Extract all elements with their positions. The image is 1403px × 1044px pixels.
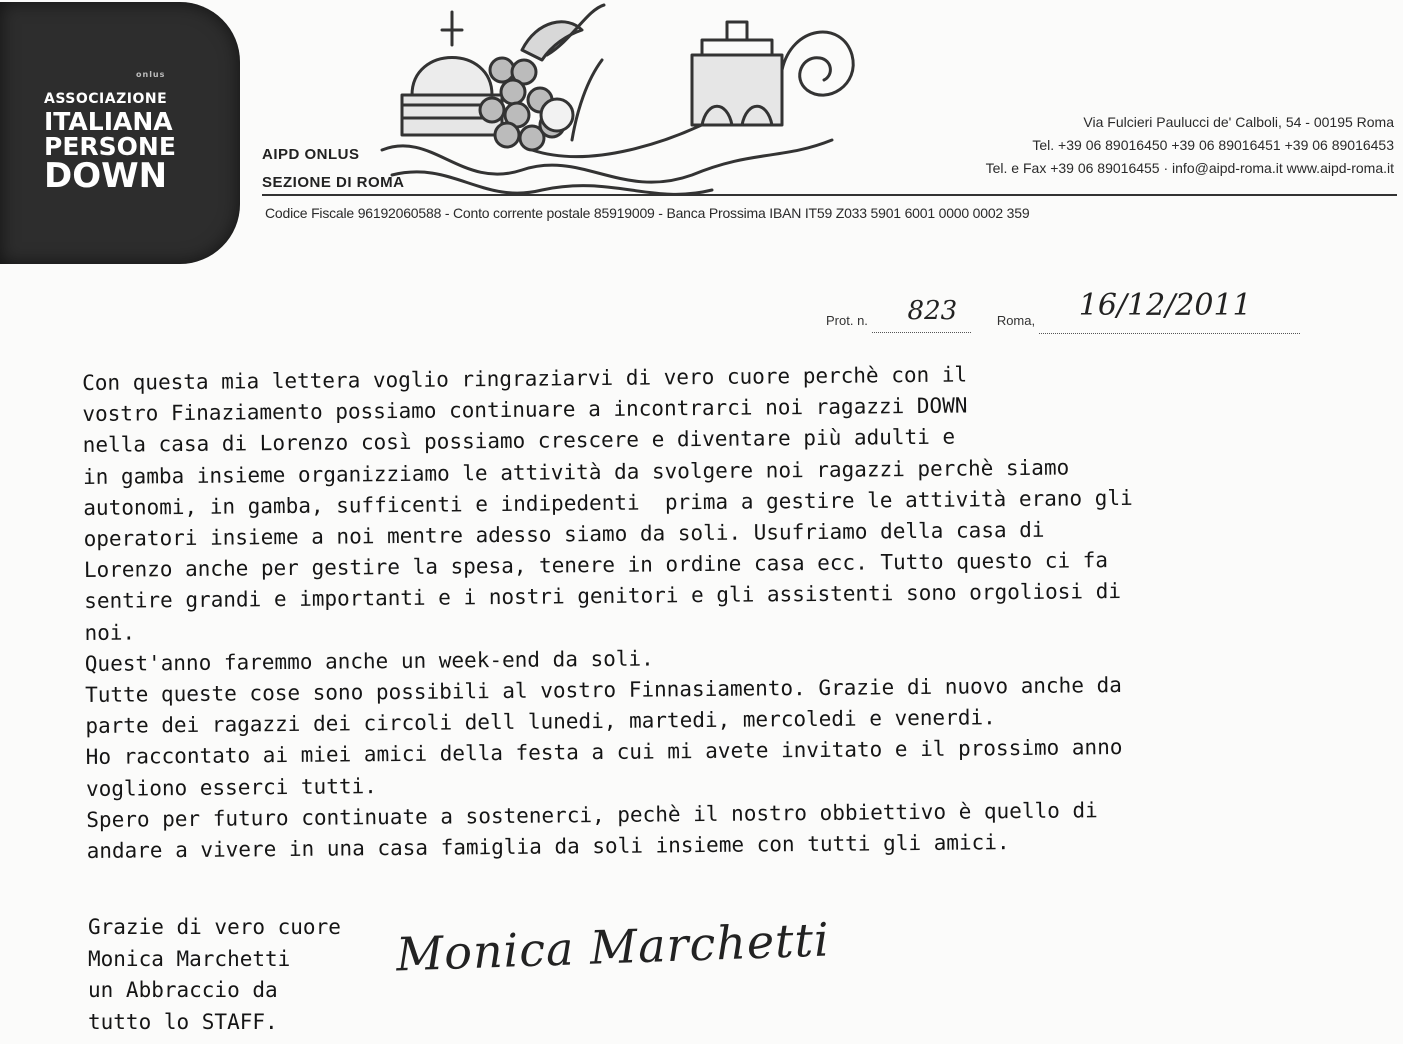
rome-illustration-icon <box>372 0 862 210</box>
letter-line: Spero per futuro continuate a sostenerci, pechè il nostro obbiettivo è quello di <box>86 798 1098 832</box>
letter-line: vostro Finaziamento possiamo continuare a incontrarci noi ragazzi DOWN <box>82 393 968 427</box>
aipd-logo <box>0 2 240 264</box>
letter-body <box>82 356 1327 867</box>
letter-line: vogliono esserci tutti. <box>85 773 377 801</box>
phone-numbers: Tel. +39 06 89016450 +39 06 89016451 +39 06 89016453 <box>1032 137 1394 153</box>
letter-line: Lorenzo anche per gestire la spesa, tenere in ordine casa ecc. Tutto questo ci fa <box>83 548 1109 583</box>
closing-line: Grazie di vero cuore <box>88 915 341 939</box>
letter-line: in gamba insieme organizziamo le attività da svolgere noi ragazzi perchè siamo <box>82 455 1070 489</box>
date-field <box>1039 288 1300 334</box>
letter-line: autonomi, in gamba, sufficenti e indipedenti prima a gestire le attività erano gli <box>83 485 1133 520</box>
logo-wordmark <box>44 91 176 196</box>
closing-line: un Abbraccio da <box>88 978 278 1002</box>
letter-line: operatori insieme a noi mentre adesso siamo da soli. Usufriamo della casa di <box>83 517 1045 552</box>
letter-line: Ho raccontato ai miei amici della festa a cui mi avete invitato e il prossimo anno <box>85 735 1123 770</box>
city-label: Roma, <box>996 313 1036 328</box>
logo-line-1: ASSOCIAZIONE <box>44 91 168 107</box>
logo-onlus-text: onlus <box>136 70 166 79</box>
closing-line: tutto lo STAFF. <box>88 1009 278 1034</box>
logo-line-2: ITALIANA <box>44 107 173 136</box>
protocol-number-field <box>872 296 972 333</box>
letter-line: nella casa di Lorenzo così possiamo crescere e diventare più adulti e <box>82 425 956 458</box>
protocol-number: 823 <box>907 296 958 326</box>
fiscal-info: Codice Fiscale 96192060588 - Conto corrente postale 85919009 - Banca Prossima IBAN IT59 Z033 5901 6001 0000 0002 359 <box>265 205 1030 221</box>
letter-line: Tutte queste cose sono possibili al vostro Finnasiamento. Grazie di nuovo anche da <box>85 673 1122 708</box>
letter-line: sentire grandi e importanti e i nostri genitori e gli assistenti sono orgoliosi di <box>84 579 1122 614</box>
fax-email-website: Tel. e Fax +39 06 89016455 · info@aipd-roma.it www.aipd-roma.it <box>985 160 1394 176</box>
handwritten-signature: Monica Marchetti <box>395 912 831 982</box>
letter-line: noi. <box>84 620 136 645</box>
letter-closing <box>88 912 341 1038</box>
letter-line: parte dei ragazzi dei circoli dell lunedi, martedi, mercoledi e venerdi. <box>85 705 996 739</box>
address: Via Fulcieri Paulucci de' Calboli, 54 - 00195 Roma <box>1083 114 1394 130</box>
org-name: AIPD ONLUS <box>262 146 360 163</box>
logo-line-3: PERSONE <box>44 132 176 161</box>
org-section: SEZIONE DI ROMA <box>262 174 405 191</box>
protocol-label: Prot. n. <box>826 313 868 328</box>
letter-line: andare a vivere in una casa famiglia da soli insieme con tutti gli amici. <box>86 830 1010 864</box>
header-divider <box>262 194 1397 196</box>
letter-line: Con questa mia lettera voglio ringraziarvi di vero cuore perchè con il <box>82 362 968 395</box>
logo-line-4: DOWN <box>44 156 168 196</box>
closing-line: Monica Marchetti <box>88 946 291 971</box>
letter-line: Quest'anno faremmo anche un week-end da soli. <box>84 646 654 676</box>
protocol-line <box>826 288 1300 334</box>
letter-date: 16/12/2011 <box>1078 288 1252 323</box>
